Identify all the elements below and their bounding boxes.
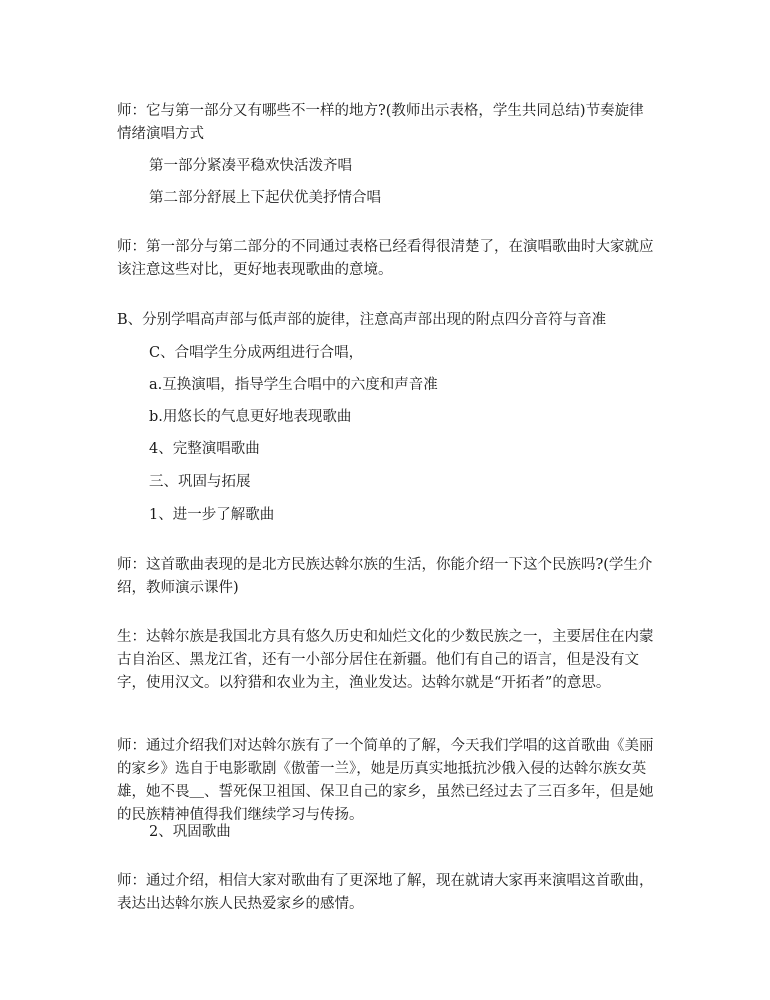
paragraph-teacher-closing: 师：通过介绍，相信大家对歌曲有了更深地了解，现在就请大家再来演唱这首歌曲，表达出达斡尔族人民热爱家乡的感情。 [117,873,654,912]
paragraph-part-two: 第二部分舒展上下起伏优美抒情合唱 [149,190,381,206]
paragraph-step-c: C、合唱学生分成两组进行合唱， [149,345,364,361]
paragraph-step-a-sub: a.互换演唱，指导学生合唱中的六度和声音准 [149,377,438,393]
paragraph-step-1: 1、进一步了解歌曲 [149,507,275,523]
paragraph-step-2: 2、巩固歌曲 [149,824,231,840]
paragraph-part-one: 第一部分紧凑平稳欢快活泼齐唱 [149,158,352,174]
paragraph-step-b-sub: b.用悠长的气息更好地表现歌曲 [149,409,352,425]
paragraph-step-b: B、分别学唱高声部与低声部的旋律，注意高声部出现的附点四分音符与音准 [117,312,607,328]
paragraph-teacher-story: 师：通过介绍我们对达斡尔族有了一个简单的了解，今天我们学唱的这首歌曲《美丽的家乡》选自于电影歌剧《傲蕾一兰》，她是历真实地抵抗沙俄入侵的达斡尔族女英雄，她不畏＿、誓死保卫祖国、保卫自己的家乡，虽然已经过去了三百多年，但是她的民族精神值得我们继续学习与传扬。 [117,738,654,823]
section-heading-consolidate: 三、巩固与拓展 [149,474,251,490]
paragraph-student-answer: 生：达斡尔族是我国北方具有悠久历史和灿烂文化的少数民族之一，主要居住在内蒙古自治区、黑龙江省，还有一小部分居住在新疆。他们有自己的语言，但是没有文字，使用汉文。以狩猎和农业为主，渔业发达。达斡尔就是“开拓者”的意思。 [117,629,654,691]
paragraph-teacher-intro: 师：这首歌曲表现的是北方民族达斡尔族的生活，你能介绍一下这个民族吗?(学生介绍，教师演示课件) [117,557,653,596]
paragraph-step-4: 4、完整演唱歌曲 [149,441,260,457]
paragraph-teacher-summary: 师：第一部分与第二部分的不同通过表格已经看得很清楚了，在演唱歌曲时大家就应该注意这些对比，更好地表现歌曲的意境。 [117,239,654,278]
paragraph-teacher-question: 师：它与第一部分又有哪些不一样的地方?(教师出示表格，学生共同总结)节奏旋律情绪演唱方式 [117,103,644,142]
